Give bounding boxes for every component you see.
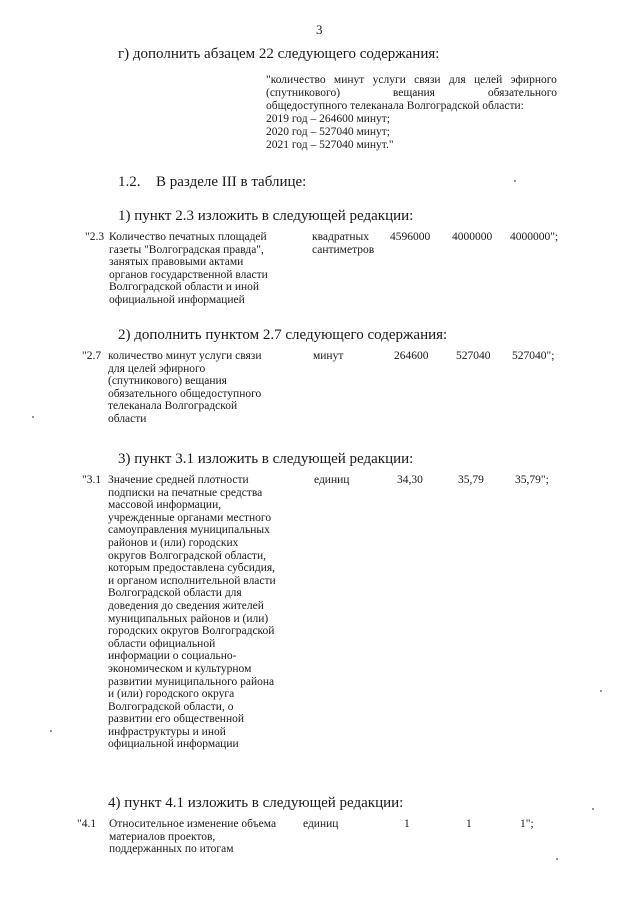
description-line: поддержанных по итогам	[109, 843, 234, 856]
quote-word: минут	[333, 74, 365, 86]
description-line: области официальной	[108, 637, 216, 650]
description-line: для целей эфирного	[108, 362, 206, 375]
description-line: развитии муниципального района	[108, 675, 275, 688]
description-line: материалов проектов,	[109, 830, 216, 843]
scan-speck	[556, 858, 558, 860]
item-heading-2: 2) дополнить пунктом 2.7 следующего содержания:	[118, 327, 448, 343]
quote-word: эфирного	[510, 74, 557, 86]
description-line: Значение средней плотности	[108, 474, 249, 486]
description-line: Волгоградской области и иной	[109, 281, 260, 294]
row-unit: минут	[313, 350, 344, 362]
row-number: "2.7	[82, 350, 102, 362]
description-line: экономическом и культурном	[108, 662, 252, 675]
quote-line: общедоступного телеканала Волгоградской области:	[266, 100, 524, 112]
description-line: Волгоградской области, о	[108, 700, 234, 713]
row-description	[108, 350, 261, 426]
subitem-g-heading: г) дополнить абзацем 22 следующего содержания:	[118, 46, 440, 62]
description-line: самоуправления муниципальных	[108, 524, 270, 537]
description-line: массовой информации,	[108, 499, 222, 512]
value-2019: 1	[404, 818, 410, 830]
value-2021: 1";	[520, 818, 534, 830]
quote-word: связи	[414, 74, 441, 86]
value-2020: 527040	[456, 350, 491, 362]
page-number: 3	[316, 22, 323, 37]
row-number: "3.1	[82, 474, 102, 486]
quote-word: вещания	[392, 87, 435, 99]
value-2019: 34,30	[397, 474, 423, 486]
description-line: количество минут услуги связи	[108, 350, 262, 362]
item-heading-1: 1) пункт 2.3 изложить в следующей редакции:	[118, 208, 414, 224]
row-description	[109, 818, 276, 856]
quote-word: целей	[474, 74, 503, 86]
description-line: которым предоставлена субсидия,	[108, 562, 276, 575]
description-line: официальной информации	[108, 738, 239, 751]
description-line: и органом исполнительной власти	[108, 574, 276, 587]
quote-word: для	[448, 74, 466, 86]
description-line: (спутникового) вещания	[108, 375, 227, 388]
row-description	[109, 231, 268, 307]
value-2021: 35,79";	[515, 474, 549, 486]
description-line: Относительное изменение объема	[109, 818, 277, 830]
quote-word: услуги	[372, 74, 406, 86]
description-line: газеты "Волгоградская правда",	[109, 243, 264, 256]
section-text: В разделе III в таблице:	[156, 174, 307, 190]
description-line: органов государственной власти	[109, 268, 268, 281]
value-2019: 4596000	[390, 231, 431, 243]
row-unit	[312, 231, 374, 256]
row-unit: единиц	[314, 474, 350, 486]
scan-speck	[514, 180, 516, 182]
quote-word: (спутникового)	[266, 87, 341, 99]
description-line: округов Волгоградской области,	[108, 549, 266, 562]
value-2019: 264600	[394, 350, 429, 362]
scan-speck	[600, 690, 602, 692]
value-2021: 4000000";	[510, 231, 559, 243]
description-line: развитии его общественной	[108, 713, 245, 726]
description-line: официальной информацией	[109, 293, 245, 306]
description-line: подписки на печатные средства	[108, 486, 263, 499]
description-line: муниципальных районов и (или)	[108, 612, 269, 625]
description-line: Количество печатных площадей	[109, 231, 267, 243]
description-line: телеканала Волгоградской	[108, 400, 238, 413]
row-description	[108, 474, 276, 751]
value-2021: 527040";	[512, 350, 555, 362]
description-line: и (или) городского округа	[108, 688, 235, 701]
row-number: "2.3	[85, 231, 105, 243]
description-line: инфраструктуры и иной	[108, 725, 226, 738]
quote-line-2	[266, 87, 557, 100]
quote-line: 2020 год – 527040 минут;	[266, 126, 391, 138]
description-line: обязательного общедоступного	[108, 387, 262, 400]
scan-speck	[592, 808, 594, 810]
description-line: учрежденные органами местного	[108, 511, 272, 524]
subitem-g-quote	[266, 74, 557, 152]
value-2020: 4000000	[452, 231, 493, 243]
item-heading-4: 4) пункт 4.1 изложить в следующей редакции:	[108, 795, 404, 811]
unit-line: сантиметров	[312, 243, 375, 256]
value-2020: 1	[466, 818, 472, 830]
scan-speck	[50, 730, 52, 732]
description-line: занятых правовыми актами	[109, 256, 244, 269]
section-number: 1.2.	[118, 174, 141, 190]
row-number: "4.1	[77, 818, 97, 830]
quote-word: "количество	[266, 74, 326, 86]
scan-speck	[32, 416, 34, 418]
description-line: доведения до сведения жителей	[108, 599, 264, 612]
description-line: городских округов Волгоградской	[108, 625, 275, 638]
quote-word: обязательного	[487, 87, 557, 99]
quote-line: 2019 год – 264600 минут;	[266, 113, 391, 125]
description-line: Волгоградской области для	[108, 587, 242, 600]
value-2020: 35,79	[458, 474, 484, 486]
description-line: информации о социально-	[108, 650, 237, 663]
description-line: районов и (или) городских	[108, 536, 239, 549]
unit-line: квадратных	[312, 231, 370, 243]
item-heading-3: 3) пункт 3.1 изложить в следующей редакции:	[118, 451, 414, 467]
quote-line: 2021 год – 527040 минут."	[266, 139, 394, 151]
quote-line-1	[266, 74, 557, 87]
row-unit: единиц	[303, 818, 339, 830]
description-line: области	[108, 412, 147, 425]
